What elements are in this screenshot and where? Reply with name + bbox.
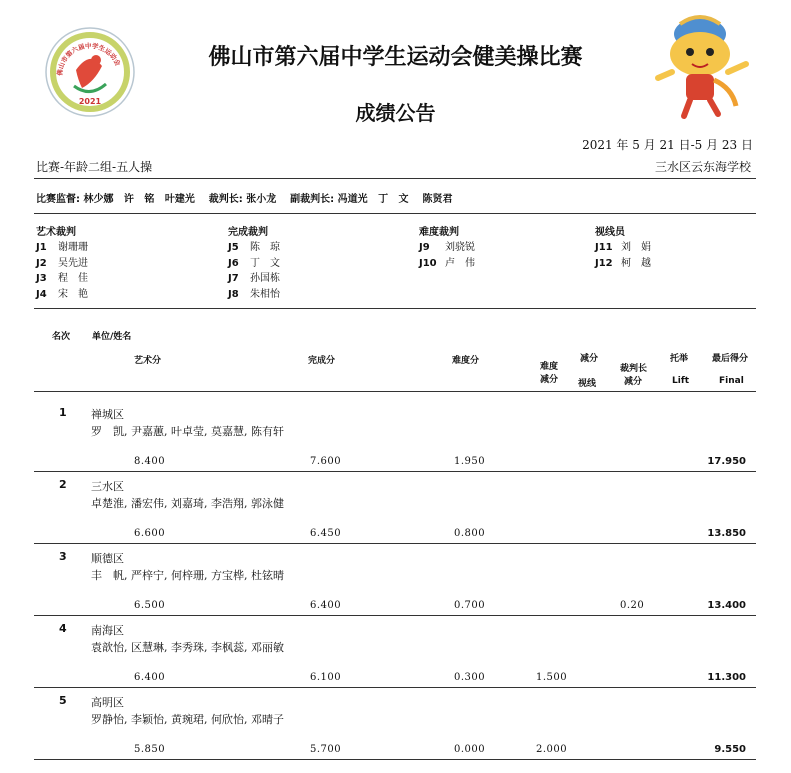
result-rank: 5 — [59, 694, 67, 707]
officials-line: 比赛监督: 林少娜 许 铭 叶建光 裁判长: 张小龙 副裁判长: 冯道光 丁 文 陈贤君 — [36, 194, 453, 205]
judge-name: 刘骁锐 — [445, 242, 475, 253]
judge-group-title: 艺术裁判 — [36, 227, 76, 238]
result-row — [34, 616, 756, 688]
judge-row — [228, 254, 280, 270]
col-chief-deduct: 裁判长 — [620, 364, 648, 374]
judge-name: 丁 文 — [250, 257, 280, 269]
score-final: 9.550 — [714, 744, 746, 755]
judge-id: J10 — [419, 257, 437, 269]
judge-name: 谢珊珊 — [58, 242, 88, 253]
judge-row — [228, 238, 280, 254]
divider — [34, 178, 756, 179]
score-artistic: 8.400 — [134, 456, 166, 467]
row-divider — [34, 759, 756, 760]
result-unit: 禅城区 — [91, 408, 124, 421]
venue-name: 三水区云东海学校 — [654, 160, 751, 174]
svg-text:佛山市第六届中学生运动会: 佛山市第六届中学生运动会 — [55, 41, 122, 77]
judge-name: 刘 娟 — [621, 242, 651, 253]
judge-id: J12 — [595, 257, 613, 269]
judge-row — [595, 238, 651, 254]
col-final: Final — [719, 376, 744, 386]
score-final: 11.300 — [707, 672, 746, 683]
result-row — [34, 688, 756, 760]
col-final: 最后得分 — [712, 354, 749, 364]
result-athletes: 罗 凯, 尹嘉蕙, 叶卓莹, 莫嘉慧, 陈有轩 — [91, 425, 284, 438]
result-athletes: 袁歆怡, 区慧琳, 李秀珠, 李枫蕊, 邓丽敏 — [91, 641, 284, 654]
result-row — [34, 544, 756, 616]
col-difficulty: 难度分 — [452, 356, 480, 366]
judge-id: J2 — [36, 257, 47, 269]
judge-row — [419, 254, 475, 270]
judge-id: J7 — [228, 273, 239, 284]
col-execution: 完成分 — [308, 356, 336, 366]
col-artistic: 艺术分 — [134, 356, 162, 366]
judge-name: 孙国栋 — [250, 273, 280, 284]
result-athletes: 罗静怡, 李颖怡, 黄琬珺, 何欣怡, 邓晴子 — [91, 713, 284, 726]
score-artistic: 6.500 — [134, 600, 166, 611]
score-final: 13.400 — [707, 600, 746, 611]
col-lift: Lift — [672, 376, 690, 386]
judge-row — [36, 269, 88, 285]
result-rank: 1 — [59, 406, 67, 419]
col-line-deduct: 视线 — [578, 379, 597, 389]
judge-group-title: 视线员 — [595, 227, 625, 238]
score-artistic: 6.600 — [134, 528, 166, 539]
judge-id: J9 — [419, 242, 430, 253]
judge-row — [228, 269, 280, 285]
svg-text:2021: 2021 — [78, 97, 102, 106]
divider — [34, 391, 756, 392]
score-final: 17.950 — [707, 456, 746, 467]
judge-id: J1 — [36, 242, 47, 253]
score-artistic: 6.400 — [134, 672, 166, 683]
judge-group-line — [595, 223, 651, 269]
judge-id: J5 — [228, 242, 239, 253]
result-unit: 高明区 — [91, 696, 124, 709]
judge-row — [595, 254, 651, 270]
score-difficulty: 0.300 — [454, 672, 486, 683]
judge-row — [419, 238, 475, 254]
judge-name: 程 佳 — [58, 273, 88, 284]
competition-dates: 2021 年 5 月 21 日-5 月 23 日 — [582, 138, 753, 152]
event-category: 比赛-年龄二组-五人操 — [36, 160, 153, 174]
score-execution: 5.700 — [310, 744, 342, 755]
score-difficulty: 0.800 — [454, 528, 486, 539]
judge-row — [228, 285, 280, 301]
col-line-deduct: 减分 — [580, 354, 599, 364]
col-unit: 单位/姓名 — [92, 332, 132, 342]
judge-name: 陈 琼 — [250, 242, 280, 253]
judge-row — [36, 238, 88, 254]
judge-id: J3 — [36, 273, 47, 284]
document-subtitle: 成绩公告 — [355, 101, 436, 125]
result-athletes: 卓楚淮, 潘宏伟, 刘嘉琦, 李浩翔, 郭泳健 — [91, 497, 284, 510]
judge-group-execution — [228, 223, 280, 300]
judge-row — [36, 285, 88, 301]
judge-id: J8 — [228, 288, 239, 300]
col-lift: 托举 — [670, 354, 689, 364]
score-execution: 6.100 — [310, 672, 342, 683]
result-unit: 三水区 — [91, 480, 124, 493]
judge-name: 吴先进 — [58, 257, 88, 269]
judge-name: 柯 越 — [621, 257, 651, 269]
score-execution: 6.450 — [310, 528, 342, 539]
col-diff-deduct: 难度 — [540, 362, 559, 372]
judge-group-artistic — [36, 223, 88, 300]
result-unit: 顺德区 — [91, 552, 124, 565]
score-diff-deduct: 1.500 — [536, 672, 568, 683]
judge-name: 宋 艳 — [58, 288, 88, 300]
col-rank: 名次 — [52, 332, 71, 342]
score-diff-deduct: 2.000 — [536, 744, 568, 755]
judge-row — [36, 254, 88, 270]
divider — [34, 308, 756, 309]
score-difficulty: 0.000 — [454, 744, 486, 755]
score-execution: 6.400 — [310, 600, 342, 611]
result-rank: 4 — [59, 622, 67, 635]
document-title: 佛山市第六届中学生运动会健美操比赛 — [208, 45, 583, 70]
divider — [34, 213, 756, 214]
score-execution: 7.600 — [310, 456, 342, 467]
judge-name: 卢 伟 — [445, 257, 475, 269]
judge-group-title: 完成裁判 — [228, 227, 268, 238]
judge-group-difficulty — [419, 223, 475, 269]
col-diff-deduct: 减分 — [540, 375, 559, 385]
result-rank: 2 — [59, 478, 67, 491]
judge-name: 朱相怡 — [250, 288, 280, 300]
score-final: 13.850 — [707, 528, 746, 539]
judge-id: J11 — [595, 242, 613, 253]
result-row — [34, 400, 756, 472]
score-artistic: 5.850 — [134, 744, 166, 755]
col-chief-deduct: 减分 — [624, 377, 643, 387]
judge-group-title: 难度裁判 — [419, 227, 459, 238]
result-rank: 3 — [59, 550, 67, 563]
result-athletes: 丰 帆, 严梓宁, 何梓珊, 方宝桦, 杜铉晴 — [91, 569, 284, 582]
score-difficulty: 0.700 — [454, 600, 486, 611]
judge-id: J4 — [36, 288, 47, 300]
score-chief-deduct: 0.20 — [620, 600, 645, 611]
result-row — [34, 472, 756, 544]
judge-id: J6 — [228, 257, 239, 269]
result-unit: 南海区 — [91, 624, 124, 637]
score-difficulty: 1.950 — [454, 456, 486, 467]
